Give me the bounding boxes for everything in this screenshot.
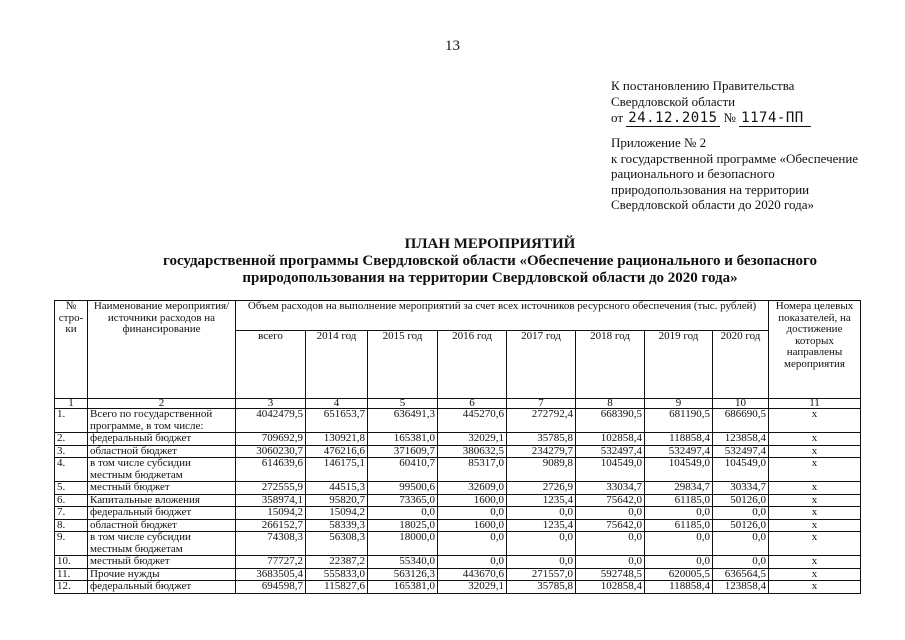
column-number: 2 xyxy=(88,399,236,409)
cell-name: местный бюджет xyxy=(88,556,236,569)
cell-total: 358974,1 xyxy=(236,494,306,507)
cell-y2016: 445270,6 xyxy=(438,409,507,433)
cell-y2018: 592748,5 xyxy=(576,568,645,581)
cell-y2018: 75642,0 xyxy=(576,519,645,532)
cell-no: 1. xyxy=(55,409,88,433)
column-number: 4 xyxy=(306,399,368,409)
cell-y2016: 1600,0 xyxy=(438,494,507,507)
cell-y2017: 272792,4 xyxy=(507,409,576,433)
decree-date: 24.12.2015 xyxy=(626,110,720,127)
cell-y2016: 443670,6 xyxy=(438,568,507,581)
cell-y2015: 99500,6 xyxy=(368,482,438,495)
table-row xyxy=(55,581,861,594)
table-row xyxy=(55,458,861,482)
cell-y2015: 55340,0 xyxy=(368,556,438,569)
header-2019: 2019 год xyxy=(645,331,713,399)
column-number: 1 xyxy=(55,399,88,409)
cell-y2015: 60410,7 xyxy=(368,458,438,482)
document-title xyxy=(120,236,860,287)
cell-y2018: 75642,0 xyxy=(576,494,645,507)
column-number: 10 xyxy=(713,399,769,409)
column-number: 5 xyxy=(368,399,438,409)
cell-y2020: 30334,7 xyxy=(713,482,769,495)
cell-target: x xyxy=(769,433,861,446)
cell-y2018: 0,0 xyxy=(576,556,645,569)
header-2014: 2014 год xyxy=(306,331,368,399)
column-number: 3 xyxy=(236,399,306,409)
cell-no: 7. xyxy=(55,507,88,520)
cell-y2016: 85317,0 xyxy=(438,458,507,482)
cell-y2018: 33034,7 xyxy=(576,482,645,495)
table-row xyxy=(55,482,861,495)
title-line-1: ПЛАН МЕРОПРИЯТИЙ xyxy=(404,236,576,252)
cell-y2019: 104549,0 xyxy=(645,458,713,482)
appendix-line-4: природопользования на территории xyxy=(611,181,810,197)
cell-target: x xyxy=(769,482,861,495)
table-row xyxy=(55,568,861,581)
cell-y2018: 668390,5 xyxy=(576,409,645,433)
title-line-3: природопользования на территории Свердловской области до 2020 года» xyxy=(242,270,738,286)
approval-date-line xyxy=(611,110,891,127)
cell-target: x xyxy=(769,494,861,507)
cell-name: федеральный бюджет xyxy=(88,433,236,446)
header-2020: 2020 год xyxy=(713,331,769,399)
cell-y2020: 123858,4 xyxy=(713,433,769,446)
header-targets: Номера целевых показателей, на достижение которых направлены мероприятия xyxy=(769,301,861,399)
cell-total: 709692,9 xyxy=(236,433,306,446)
cell-y2015: 371609,7 xyxy=(368,445,438,458)
cell-y2015: 0,0 xyxy=(368,507,438,520)
cell-total: 3683505,4 xyxy=(236,568,306,581)
cell-y2019: 118858,4 xyxy=(645,581,713,594)
cell-y2014: 476216,6 xyxy=(306,445,368,458)
page-number: 13 xyxy=(445,38,460,54)
cell-name: областной бюджет xyxy=(88,445,236,458)
cell-y2017: 0,0 xyxy=(507,507,576,520)
cell-y2019: 0,0 xyxy=(645,507,713,520)
cell-target: x xyxy=(769,409,861,433)
cell-y2014: 651653,7 xyxy=(306,409,368,433)
cell-y2015: 18000,0 xyxy=(368,532,438,556)
appendix-line-5: Свердловской области до 2020 года» xyxy=(611,197,814,212)
cell-y2017: 0,0 xyxy=(507,556,576,569)
column-number: 11 xyxy=(769,399,861,409)
column-number: 7 xyxy=(507,399,576,409)
cell-y2015: 73365,0 xyxy=(368,494,438,507)
cell-target: x xyxy=(769,445,861,458)
cell-y2019: 620005,5 xyxy=(645,568,713,581)
cell-total: 272555,9 xyxy=(236,482,306,495)
table-row xyxy=(55,532,861,556)
cell-y2019: 61185,0 xyxy=(645,519,713,532)
cell-target: x xyxy=(769,458,861,482)
cell-y2020: 0,0 xyxy=(713,556,769,569)
cell-target: x xyxy=(769,519,861,532)
cell-name: федеральный бюджет xyxy=(88,581,236,594)
cell-target: x xyxy=(769,532,861,556)
cell-y2020: 123858,4 xyxy=(713,581,769,594)
cell-y2020: 104549,0 xyxy=(713,458,769,482)
cell-y2019: 29834,7 xyxy=(645,482,713,495)
cell-no: 8. xyxy=(55,519,88,532)
cell-no: 11. xyxy=(55,568,88,581)
cell-total: 15094,2 xyxy=(236,507,306,520)
cell-name: Всего по государственной программе, в том числе: xyxy=(88,409,236,433)
header-2017: 2017 год xyxy=(507,331,576,399)
plan-table xyxy=(54,300,861,594)
cell-y2020: 636564,5 xyxy=(713,568,769,581)
cell-total: 3060230,7 xyxy=(236,445,306,458)
table-row xyxy=(55,556,861,569)
appendix-block xyxy=(611,135,896,213)
cell-y2014: 95820,7 xyxy=(306,494,368,507)
cell-y2017: 0,0 xyxy=(507,532,576,556)
cell-total: 4042479,5 xyxy=(236,409,306,433)
title-line-2: государственной программы Свердловской области «Обеспечение рационального и безопасного xyxy=(163,253,817,269)
header-total: всего xyxy=(236,331,306,399)
cell-y2019: 0,0 xyxy=(645,556,713,569)
decree-number: 1174-ПП xyxy=(739,110,811,127)
cell-y2020: 50126,0 xyxy=(713,519,769,532)
cell-y2014: 146175,1 xyxy=(306,458,368,482)
cell-total: 694598,7 xyxy=(236,581,306,594)
table-row xyxy=(55,445,861,458)
cell-no: 4. xyxy=(55,458,88,482)
date-prefix: от xyxy=(611,110,624,125)
cell-y2019: 681190,5 xyxy=(645,409,713,433)
cell-no: 9. xyxy=(55,532,88,556)
cell-y2018: 104549,0 xyxy=(576,458,645,482)
cell-y2016: 0,0 xyxy=(438,507,507,520)
cell-y2016: 32609,0 xyxy=(438,482,507,495)
cell-no: 2. xyxy=(55,433,88,446)
cell-no: 6. xyxy=(55,494,88,507)
cell-y2017: 9089,8 xyxy=(507,458,576,482)
cell-total: 266152,7 xyxy=(236,519,306,532)
cell-name: в том числе субсидии местным бюджетам xyxy=(88,532,236,556)
approval-block xyxy=(611,78,891,127)
cell-target: x xyxy=(769,507,861,520)
column-numbers-row xyxy=(55,399,861,409)
cell-no: 3. xyxy=(55,445,88,458)
cell-y2019: 532497,4 xyxy=(645,445,713,458)
cell-y2017: 1235,4 xyxy=(507,494,576,507)
cell-name: в том числе субсидии местным бюджетам xyxy=(88,458,236,482)
cell-y2016: 32029,1 xyxy=(438,581,507,594)
cell-name: Капитальные вложения xyxy=(88,494,236,507)
cell-y2014: 15094,2 xyxy=(306,507,368,520)
cell-y2018: 102858,4 xyxy=(576,581,645,594)
cell-y2019: 0,0 xyxy=(645,532,713,556)
cell-y2019: 118858,4 xyxy=(645,433,713,446)
cell-y2020: 532497,4 xyxy=(713,445,769,458)
cell-total: 77727,2 xyxy=(236,556,306,569)
cell-y2015: 165381,0 xyxy=(368,581,438,594)
cell-y2019: 61185,0 xyxy=(645,494,713,507)
cell-name: местный бюджет xyxy=(88,482,236,495)
cell-y2015: 563126,3 xyxy=(368,568,438,581)
cell-target: x xyxy=(769,581,861,594)
cell-y2016: 32029,1 xyxy=(438,433,507,446)
cell-y2016: 1600,0 xyxy=(438,519,507,532)
cell-y2014: 115827,6 xyxy=(306,581,368,594)
cell-y2017: 1235,4 xyxy=(507,519,576,532)
cell-no: 12. xyxy=(55,581,88,594)
column-number: 8 xyxy=(576,399,645,409)
cell-y2020: 50126,0 xyxy=(713,494,769,507)
cell-y2014: 555833,0 xyxy=(306,568,368,581)
number-sign: № xyxy=(723,110,736,125)
cell-y2018: 0,0 xyxy=(576,532,645,556)
cell-y2020: 0,0 xyxy=(713,532,769,556)
cell-y2016: 0,0 xyxy=(438,532,507,556)
cell-y2017: 35785,8 xyxy=(507,581,576,594)
cell-y2014: 58339,3 xyxy=(306,519,368,532)
cell-total: 614639,6 xyxy=(236,458,306,482)
column-number: 6 xyxy=(438,399,507,409)
table-row xyxy=(55,519,861,532)
cell-y2020: 686690,5 xyxy=(713,409,769,433)
header-2018: 2018 год xyxy=(576,331,645,399)
table-row xyxy=(55,409,861,433)
header-row-no: № стро-ки xyxy=(55,301,88,399)
cell-y2018: 0,0 xyxy=(576,507,645,520)
table-row xyxy=(55,433,861,446)
appendix-line-1: Приложение № 2 xyxy=(611,135,707,150)
cell-no: 10. xyxy=(55,556,88,569)
cell-y2015: 636491,3 xyxy=(368,409,438,433)
cell-y2017: 35785,8 xyxy=(507,433,576,446)
appendix-line-2: к государственной программе «Обеспечение xyxy=(611,150,859,166)
cell-y2018: 532497,4 xyxy=(576,445,645,458)
approval-line-2: Свердловской области xyxy=(611,94,736,109)
cell-name: федеральный бюджет xyxy=(88,507,236,520)
cell-target: x xyxy=(769,556,861,569)
cell-y2015: 165381,0 xyxy=(368,433,438,446)
cell-y2017: 2726,9 xyxy=(507,482,576,495)
cell-name: Прочие нужды xyxy=(88,568,236,581)
cell-y2014: 44515,3 xyxy=(306,482,368,495)
header-2015: 2015 год xyxy=(368,331,438,399)
cell-target: x xyxy=(769,568,861,581)
cell-y2018: 102858,4 xyxy=(576,433,645,446)
approval-line-1: К постановлению Правительства xyxy=(611,78,795,93)
header-volume: Объем расходов на выполнение мероприятий за счет всех источников ресурсного обеспечения (тыс. рублей) xyxy=(236,301,769,331)
cell-name: областной бюджет xyxy=(88,519,236,532)
cell-y2017: 271557,0 xyxy=(507,568,576,581)
column-number: 9 xyxy=(645,399,713,409)
table-row xyxy=(55,494,861,507)
cell-y2014: 22387,2 xyxy=(306,556,368,569)
header-name: Наименование мероприятия/источники расходов на финансирование xyxy=(88,301,236,399)
cell-y2016: 0,0 xyxy=(438,556,507,569)
cell-y2017: 234279,7 xyxy=(507,445,576,458)
header-2016: 2016 год xyxy=(438,331,507,399)
cell-total: 74308,3 xyxy=(236,532,306,556)
cell-y2014: 56308,3 xyxy=(306,532,368,556)
cell-y2020: 0,0 xyxy=(713,507,769,520)
cell-y2016: 380632,5 xyxy=(438,445,507,458)
cell-no: 5. xyxy=(55,482,88,495)
appendix-line-3: рационального и безопасного xyxy=(611,166,775,181)
cell-y2014: 130921,8 xyxy=(306,433,368,446)
table-row xyxy=(55,507,861,520)
cell-y2015: 18025,0 xyxy=(368,519,438,532)
